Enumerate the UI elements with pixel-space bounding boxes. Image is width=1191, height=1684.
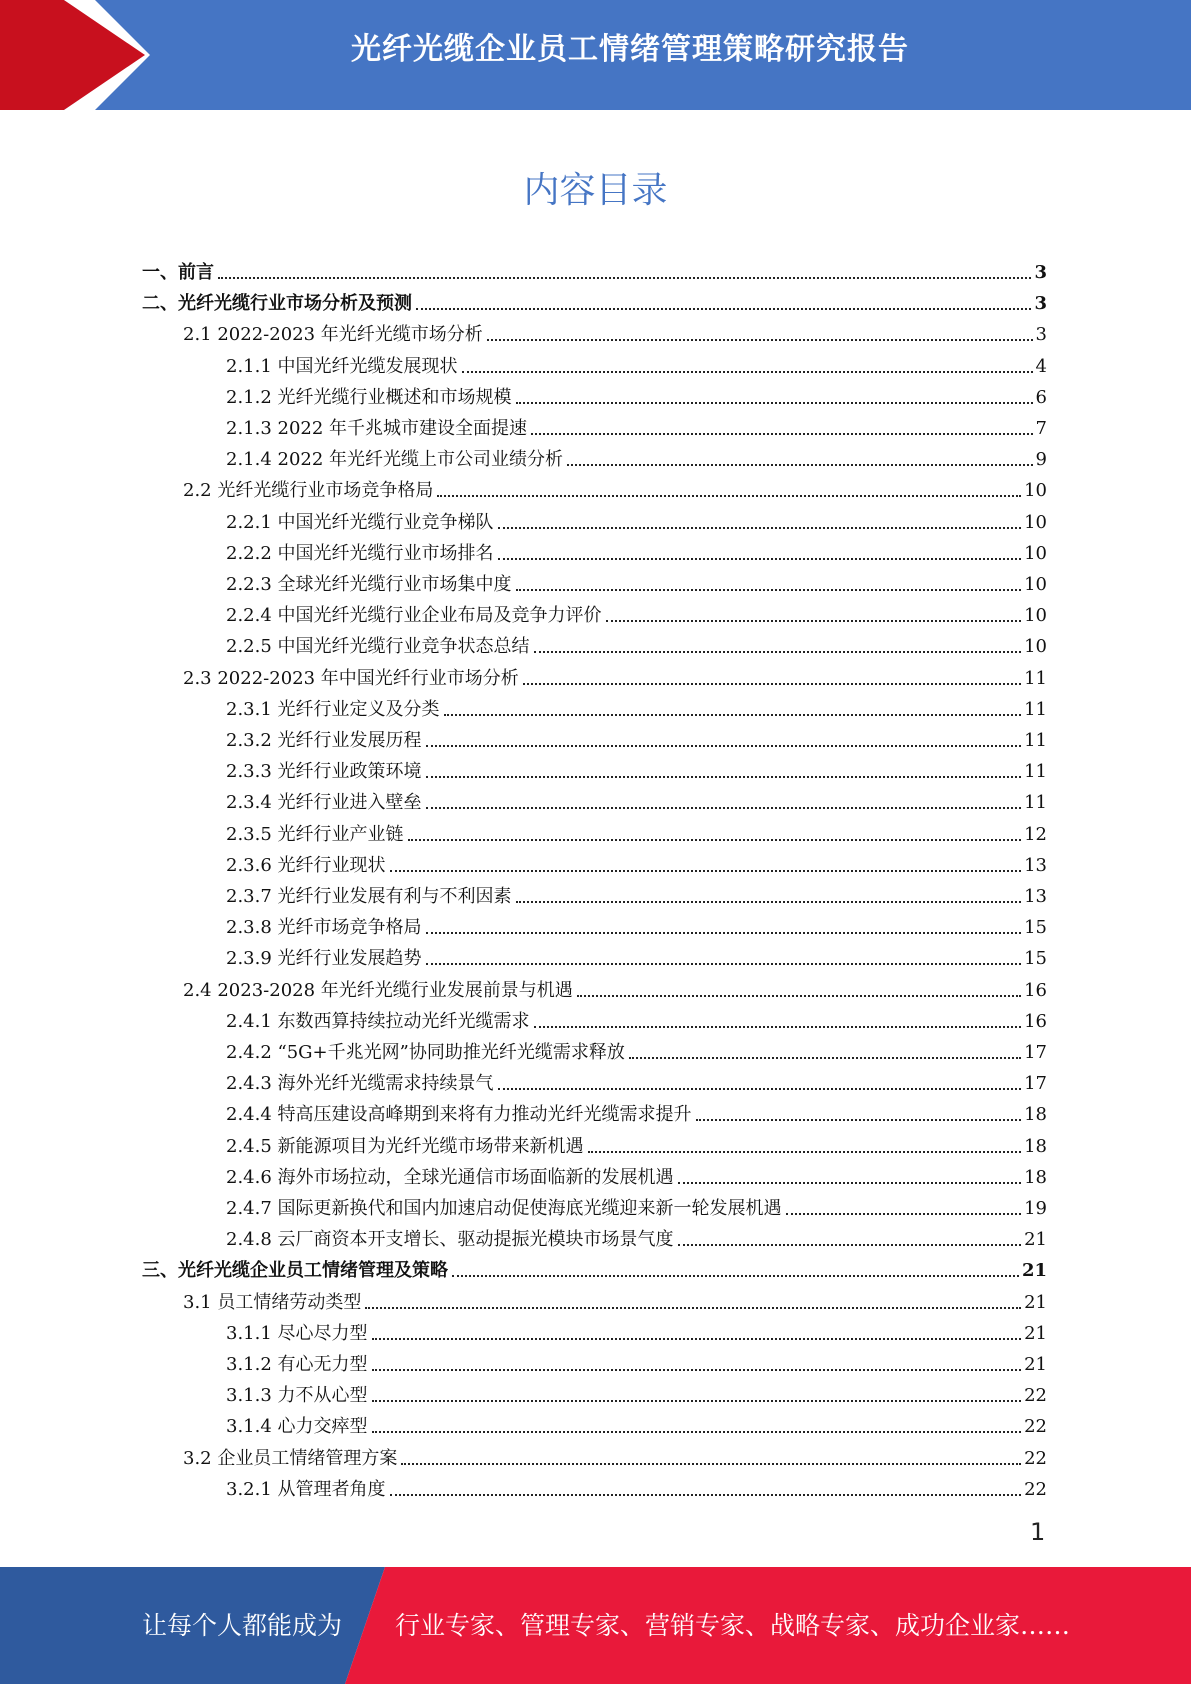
- toc-entry[interactable]: [226, 815, 1047, 846]
- footer-slogan-left: 让每个人都能成为: [142, 1611, 343, 1640]
- toc-entry-title: 3.1.4 心力交瘁型: [226, 1416, 368, 1438]
- toc-entry-page: 13: [1024, 886, 1047, 907]
- toc-entry-page: 10: [1024, 511, 1047, 533]
- toc-entry-title: 2.3.3 光纤行业政策环境: [226, 761, 422, 783]
- toc-entry-title: 3.1 员工情绪劳动类型: [183, 1291, 362, 1313]
- toc-dot-leader: [437, 495, 1021, 497]
- toc-entry[interactable]: [226, 939, 1047, 970]
- toc-entry[interactable]: [142, 253, 1047, 284]
- toc-entry-page: 10: [1024, 480, 1047, 502]
- toc-entry-page: 21: [1024, 1229, 1047, 1251]
- toc-entry-title: 2.4.2 “5G+千兆光网”协同助推光纤光缆需求释放: [226, 1042, 625, 1063]
- toc-entry-page: 12: [1024, 823, 1047, 845]
- toc-dot-leader: [426, 745, 1022, 747]
- toc-entry[interactable]: [226, 846, 1047, 877]
- toc-dot-leader: [390, 1494, 1022, 1496]
- toc-entry-page: 3: [1034, 262, 1047, 283]
- toc-entry-page: 17: [1024, 1073, 1047, 1095]
- toc-entry-page: 21: [1024, 1291, 1047, 1313]
- toc-entry-page: 17: [1024, 1042, 1047, 1063]
- toc-entry[interactable]: [226, 1220, 1047, 1251]
- toc-entry[interactable]: [226, 752, 1047, 783]
- toc-entry-title: 2.1.4 2022 年光纤光缆上市公司业绩分析: [226, 449, 564, 471]
- toc-entry[interactable]: [226, 1033, 1047, 1064]
- toc-dot-leader: [426, 932, 1022, 934]
- toc-dot-leader: [534, 651, 1022, 653]
- toc-entry-title: 2.4.8 云厂商资本开支增长、驱动提振光模块市场景气度: [226, 1229, 674, 1251]
- toc-entry-page: 22: [1024, 1385, 1047, 1407]
- toc-entry-page: 22: [1024, 1447, 1047, 1469]
- toc-entry-title: 2.2.4 中国光纤光缆行业企业布局及竞争力评价: [226, 605, 602, 627]
- toc-entry-page: 16: [1024, 1010, 1047, 1032]
- toc-entry-page: 10: [1024, 574, 1047, 595]
- toc-entry[interactable]: [183, 315, 1047, 346]
- toc-dot-leader: [516, 402, 1033, 404]
- toc-entry-page: 22: [1024, 1416, 1047, 1438]
- toc-dot-leader: [516, 901, 1022, 903]
- toc-dot-leader: [452, 1275, 1019, 1277]
- toc-entry[interactable]: [226, 908, 1047, 939]
- toc-entry-page: 16: [1024, 979, 1047, 1001]
- toc-entry[interactable]: [226, 1095, 1047, 1126]
- toc-entry-page: 15: [1024, 948, 1047, 970]
- toc-dot-leader: [516, 589, 1022, 591]
- toc-entry[interactable]: [142, 1251, 1047, 1282]
- toc-dot-leader: [390, 870, 1022, 872]
- toc-dot-leader: [696, 1119, 1022, 1121]
- toc-entry-page: 13: [1024, 854, 1047, 876]
- toc-entry-page: 11: [1024, 667, 1047, 689]
- toc-entry-title: 2.2.2 中国光纤光缆行业市场排名: [226, 542, 494, 564]
- toc-dot-leader: [372, 1338, 1022, 1340]
- toc-dot-leader: [426, 963, 1022, 965]
- toc-entry[interactable]: [226, 1376, 1047, 1407]
- toc-entry[interactable]: [142, 284, 1047, 315]
- toc-entry-page: 11: [1024, 761, 1047, 783]
- toc-entry[interactable]: [226, 1127, 1047, 1158]
- toc-entry-title: 2.3.4 光纤行业进入壁垒: [226, 792, 422, 814]
- toc-entry-title: 3.1.3 力不从心型: [226, 1385, 368, 1407]
- toc-entry-page: 18: [1024, 1135, 1047, 1157]
- toc-entry[interactable]: [226, 596, 1047, 627]
- toc-entry-page: 18: [1024, 1104, 1047, 1126]
- toc-dot-leader: [372, 1400, 1022, 1402]
- toc-entry-title: 2.3.7 光纤行业发展有利与不利因素: [226, 886, 512, 907]
- toc-entry[interactable]: [226, 1314, 1047, 1345]
- toc-entry-title: 2.4.3 海外光纤光缆需求持续景气: [226, 1073, 494, 1095]
- toc-dot-leader: [218, 277, 1031, 279]
- toc-dot-leader: [629, 1057, 1021, 1059]
- toc-entry-title: 一、前言: [142, 262, 214, 283]
- toc-entry-title: 2.3.6 光纤行业现状: [226, 854, 386, 876]
- toc-entry[interactable]: [226, 1407, 1047, 1438]
- toc-entry-page: 11: [1024, 698, 1047, 720]
- toc-entry-title: 三、光纤光缆企业员工情绪管理及策略: [142, 1260, 448, 1282]
- toc-dot-leader: [534, 1026, 1022, 1028]
- toc-entry-title: 2.2.1 中国光纤光缆行业竞争梯队: [226, 511, 494, 533]
- toc-entry-page: 15: [1024, 917, 1047, 939]
- toc-dot-leader: [786, 1213, 1022, 1215]
- toc-entry-title: 3.2.1 从管理者角度: [226, 1478, 386, 1500]
- toc-entry[interactable]: [183, 659, 1047, 690]
- toc-entry[interactable]: [226, 690, 1047, 721]
- toc-heading: 内容目录: [523, 170, 668, 211]
- toc-entry-title: 2.2 光纤光缆行业市场竞争格局: [183, 480, 434, 502]
- toc-entry-title: 2.3.5 光纤行业产业链: [226, 823, 404, 845]
- toc-entry-title: 2.3 2022-2023 年中国光纤行业市场分析: [183, 667, 519, 689]
- toc-entry[interactable]: [226, 877, 1047, 908]
- toc-entry[interactable]: [183, 471, 1047, 502]
- toc-entry[interactable]: [183, 1283, 1047, 1314]
- toc-dot-leader: [678, 1182, 1022, 1184]
- toc-entry[interactable]: [226, 1064, 1047, 1095]
- toc-entry[interactable]: [183, 971, 1047, 1002]
- toc-entry-title: 2.2.3 全球光纤光缆行业市场集中度: [226, 574, 512, 595]
- toc-dot-leader: [401, 1463, 1021, 1465]
- toc-dot-leader: [531, 433, 1032, 435]
- toc-entry-title: 2.4.4 特高压建设高峰期到来将有力推动光纤光缆需求提升: [226, 1104, 692, 1126]
- toc-entry-page: 10: [1024, 605, 1047, 627]
- toc-entry-title: 2.3.8 光纤市场竞争格局: [226, 917, 422, 939]
- toc-entry-page: 3: [1034, 293, 1047, 315]
- toc-entry[interactable]: [226, 440, 1047, 471]
- toc-entry-page: 11: [1024, 792, 1047, 814]
- toc-entry-title: 2.4.7 国际更新换代和国内加速启动促使海底光缆迎来新一轮发展机遇: [226, 1198, 782, 1219]
- toc-entry-title: 2.3.2 光纤行业发展历程: [226, 730, 422, 751]
- toc-entry[interactable]: [226, 1158, 1047, 1189]
- toc-entry-title: 3.1.1 尽心尽力型: [226, 1322, 368, 1344]
- toc-entry-title: 2.1 2022-2023 年光纤光缆市场分析: [183, 324, 483, 346]
- toc-entry[interactable]: [226, 503, 1047, 534]
- toc-entry-title: 2.1.2 光纤光缆行业概述和市场规模: [226, 386, 512, 408]
- toc-entry-page: 3: [1035, 324, 1047, 346]
- toc-entry-title: 2.4.5 新能源项目为光纤光缆市场带来新机遇: [226, 1135, 584, 1157]
- toc-dot-leader: [462, 371, 1033, 373]
- toc-entry[interactable]: [183, 1439, 1047, 1470]
- toc-entry[interactable]: [226, 1189, 1047, 1220]
- toc-entry[interactable]: [226, 783, 1047, 814]
- toc-entry-page: 6: [1035, 386, 1047, 408]
- toc-entry[interactable]: [226, 534, 1047, 565]
- toc-entry-title: 3.2 企业员工情绪管理方案: [183, 1447, 398, 1469]
- toc-entry[interactable]: [226, 565, 1047, 596]
- toc-dot-leader: [523, 683, 1021, 685]
- toc-entry[interactable]: [226, 721, 1047, 752]
- toc-dot-leader: [567, 464, 1032, 466]
- toc-dot-leader: [416, 308, 1031, 310]
- toc-entry[interactable]: [226, 1002, 1047, 1033]
- page-header: [0, 0, 1191, 110]
- toc-dot-leader: [498, 1088, 1022, 1090]
- toc-dot-leader: [426, 776, 1022, 778]
- toc-entry[interactable]: [226, 409, 1047, 440]
- toc-entry-page: 21: [1021, 1260, 1047, 1282]
- toc-dot-leader: [444, 714, 1022, 716]
- toc-entry[interactable]: [226, 1345, 1047, 1376]
- toc-entry[interactable]: [226, 378, 1047, 409]
- toc-dot-leader: [372, 1431, 1022, 1433]
- toc-dot-leader: [678, 1244, 1022, 1246]
- toc-entry-page: 7: [1035, 418, 1047, 439]
- toc-entry-title: 2.2.5 中国光纤光缆行业竞争状态总结: [226, 636, 530, 658]
- toc-entry-title: 2.3.1 光纤行业定义及分类: [226, 698, 440, 720]
- page-footer: [0, 1567, 1191, 1684]
- toc-entry-page: 21: [1024, 1354, 1047, 1375]
- toc-dot-leader: [498, 527, 1022, 529]
- toc-dot-leader: [408, 839, 1022, 841]
- toc-dot-leader: [577, 995, 1021, 997]
- toc-dot-leader: [365, 1307, 1021, 1309]
- toc-entry-page: 18: [1024, 1166, 1047, 1188]
- toc-dot-leader: [426, 807, 1022, 809]
- page-number: 1: [1030, 1518, 1046, 1546]
- toc-dot-leader: [498, 558, 1022, 560]
- toc-entry-title: 2.4.6 海外市场拉动，全球光通信市场面临新的发展机遇: [226, 1166, 674, 1188]
- footer-slogan-right: 行业专家、管理专家、营销专家、战略专家、成功企业家……: [395, 1611, 1071, 1640]
- toc-entry[interactable]: [226, 347, 1047, 378]
- toc-entry-page: 21: [1024, 1322, 1047, 1344]
- toc-entry-page: 9: [1035, 449, 1047, 471]
- toc-dot-leader: [372, 1369, 1022, 1371]
- toc-entry-title: 二、光纤光缆行业市场分析及预测: [142, 293, 412, 315]
- toc-entry[interactable]: [226, 627, 1047, 658]
- toc-dot-leader: [588, 1151, 1022, 1153]
- toc-entry[interactable]: [226, 1470, 1047, 1501]
- toc-entry-page: 10: [1024, 636, 1047, 658]
- toc-entry-title: 3.1.2 有心无力型: [226, 1354, 368, 1375]
- toc-entry-title: 2.3.9 光纤行业发展趋势: [226, 948, 422, 970]
- toc-entry-title: 2.4.1 东数西算持续拉动光纤光缆需求: [226, 1010, 530, 1032]
- toc-entry-title: 2.1.3 2022 年千兆城市建设全面提速: [226, 418, 528, 439]
- toc-entry-title: 2.1.1 中国光纤光缆发展现状: [226, 355, 458, 377]
- toc-entry-page: 11: [1024, 730, 1047, 751]
- toc-entry-page: 19: [1024, 1198, 1047, 1219]
- toc-entry-page: 4: [1035, 355, 1047, 377]
- toc-dot-leader: [606, 620, 1022, 622]
- toc-entry-page: 10: [1024, 542, 1047, 564]
- toc-entry-page: 22: [1024, 1478, 1047, 1500]
- toc-entry-title: 2.4 2023-2028 年光纤光缆行业发展前景与机遇: [183, 979, 573, 1001]
- report-title: 光纤光缆企业员工情绪管理策略研究报告: [351, 32, 909, 67]
- toc-dot-leader: [487, 339, 1033, 341]
